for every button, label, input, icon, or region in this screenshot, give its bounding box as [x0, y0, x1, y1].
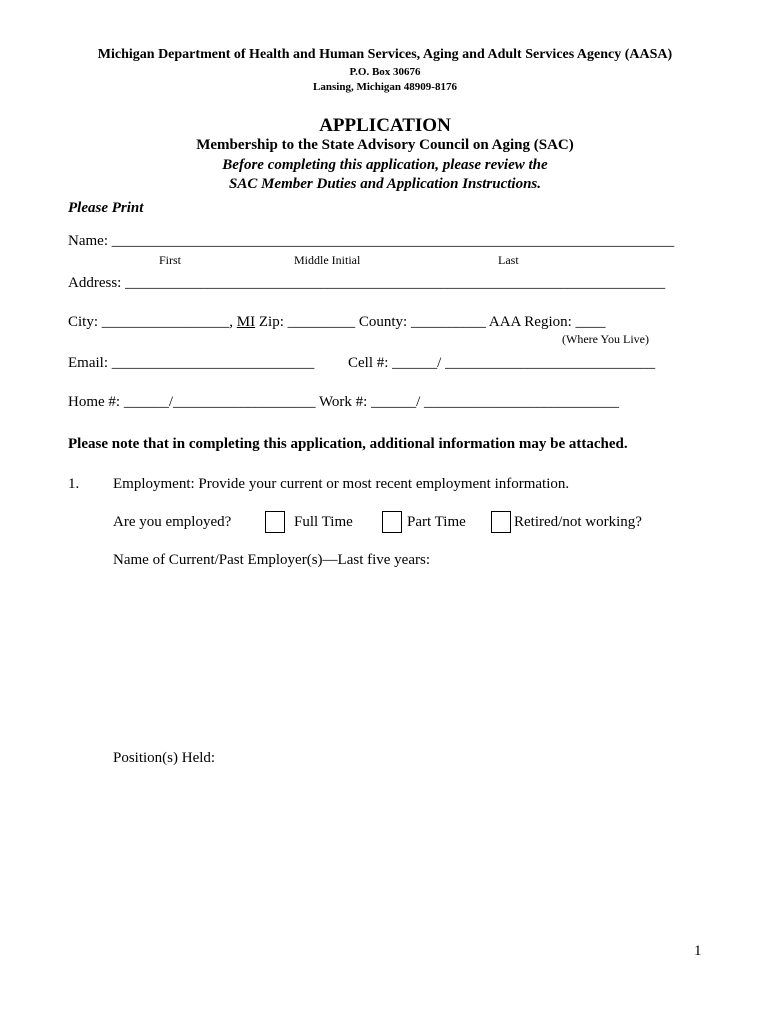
name-last-label: Last — [498, 253, 519, 267]
city-address: Lansing, Michigan 48909-8176 — [313, 81, 457, 93]
retired-label: Retired/not working? — [514, 514, 642, 530]
part-time-label: Part Time — [407, 514, 466, 530]
attachment-note: Please note that in completing this application, additional information may be attached. — [68, 436, 628, 452]
position-label: Position(s) Held: — [113, 750, 216, 766]
section-number: 1. — [68, 476, 80, 492]
city-zip-county-region-field[interactable] — [68, 314, 606, 331]
po-box: P.O. Box 30676 — [349, 66, 421, 78]
region-hint: (Where You Live) — [562, 332, 649, 346]
employed-question: Are you employed? — [113, 514, 232, 530]
name-middle-label: Middle Initial — [294, 253, 361, 267]
retired-checkbox[interactable] — [491, 511, 511, 533]
city-zip-part1: City: _________________, — [68, 314, 237, 330]
instructions-line-2: SAC Member Duties and Application Instructions. — [228, 176, 541, 192]
name-first-label: First — [159, 253, 182, 267]
please-print-label: Please Print — [68, 200, 144, 216]
home-work-phone-field[interactable]: Home #: ______/___________________ Work #: ______/ __________________________ — [68, 394, 620, 410]
document-title: APPLICATION — [319, 115, 451, 136]
full-time-checkbox[interactable] — [265, 511, 285, 533]
full-time-label: Full Time — [294, 514, 353, 530]
document-subtitle: Membership to the State Advisory Council on Aging (SAC) — [196, 137, 574, 153]
state-mi: MI — [236, 314, 256, 330]
agency-header: Michigan Department of Health and Human Services, Aging and Adult Services Agency (AASA) — [97, 47, 673, 62]
employment-heading: Employment: Provide your current or most recent employment information. — [113, 476, 570, 492]
employer-label: Name of Current/Past Employer(s)—Last five years: — [113, 552, 430, 568]
email-field[interactable]: Email: ___________________________ — [68, 355, 315, 371]
cell-field[interactable]: Cell #: ______/ ____________________________ — [348, 355, 656, 371]
instructions-line-1: Before completing this application, please review the — [222, 157, 548, 173]
city-zip-part2: Zip: _________ County: __________ AAA Region: ____ — [255, 314, 606, 330]
address-field[interactable]: Address: ________________________________________________________________________ — [68, 275, 666, 291]
page-number: 1 — [694, 943, 702, 959]
part-time-checkbox[interactable] — [382, 511, 402, 533]
name-field[interactable]: Name: ___________________________________________________________________________ — [68, 233, 675, 249]
